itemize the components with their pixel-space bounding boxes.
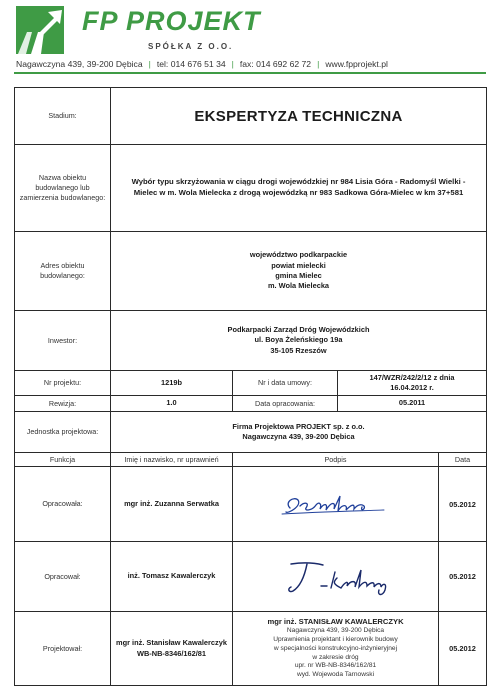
col-header-name: Imię i nazwisko, nr uprawnień — [111, 453, 233, 467]
design-unit-label: Jednostka projektowa: — [15, 412, 111, 453]
signature-cell — [233, 467, 439, 542]
company-name: FP PROJEKT — [82, 6, 261, 36]
person-role: Opracowała: — [15, 467, 111, 542]
person-name-line: mgr inż. Stanisław Kawalerczyk — [116, 638, 227, 648]
address-line: województwo podkarpackie — [249, 250, 348, 260]
person-license: WB-NB-8346/162/81 — [136, 648, 206, 658]
design-unit-value — [111, 412, 487, 453]
address-line: m. Wola Mielecka — [267, 281, 330, 291]
object-name-label: Nazwa obiektu budowlanego lub zamierzenia budowlanego: — [15, 145, 111, 232]
row-design-unit — [15, 412, 487, 453]
project-no-label: Nr projektu: — [15, 371, 111, 396]
row-address — [15, 232, 487, 311]
person-name: inż. Tomasz Kawalerczyk — [111, 542, 233, 612]
header-divider — [14, 72, 486, 74]
company-phone: tel: 014 676 51 34 — [156, 59, 226, 69]
revision-value: 1.0 — [111, 396, 233, 412]
person-date: 05.2012 — [439, 542, 487, 612]
person-date: 05.2012 — [439, 612, 487, 686]
row-person-1 — [15, 467, 487, 542]
investor-value — [111, 311, 487, 371]
professional-stamp — [233, 612, 439, 686]
row-investor — [15, 311, 487, 371]
investor-label: Inwestor: — [15, 311, 111, 371]
stadium-value: EKSPERTYZA TECHNICZNA — [111, 88, 487, 145]
stamp-line: Nagawczyna 439, 39-200 Dębica — [286, 627, 385, 635]
contract-date: 16.04.2012 r. — [390, 383, 434, 392]
company-fax: fax: 014 692 62 72 — [239, 59, 312, 69]
stamp-line: w zakresie dróg — [312, 653, 359, 661]
stamp-line: w specjalności konstrukcyjno-inżynieryjnej — [273, 644, 398, 652]
contract-value — [338, 371, 487, 396]
date-prepared-label: Data opracowania: — [233, 396, 338, 412]
title-sheet-table — [14, 87, 487, 686]
person-role: Opracował: — [15, 542, 111, 612]
handwritten-signature — [271, 556, 401, 598]
signature-cell — [233, 542, 439, 612]
stamp-line: upr. nr WB-NB-8346/162/81 — [294, 662, 377, 670]
col-header-signature: Podpis — [233, 453, 439, 467]
title-sheet — [14, 87, 486, 685]
contract-label: Nr i data umowy: — [233, 371, 338, 396]
investor-line: Podkarpacki Zarząd Dróg Wojewódzkich — [227, 324, 370, 334]
design-unit-line: Nagawczyna 439, 39-200 Dębica — [242, 432, 355, 441]
row-revision — [15, 396, 487, 412]
col-header-function: Funkcja — [15, 453, 111, 467]
object-name-value: Wybór typu skrzyżowania w ciągu drogi wojewódzkiej nr 984 Lisia Góra - Radomyśl Wielki - Mielec w m. Wola Mielecka z drogą wojewódzką nr 983 Sadkowa Góra-Mielec w km 37+581 — [111, 145, 487, 232]
contract-number: 147/WZR/242/2/12 z dnia — [369, 372, 455, 382]
address-value — [111, 232, 487, 311]
col-header-date: Data — [439, 453, 487, 467]
investor-line: 35-105 Rzeszów — [270, 345, 327, 355]
address-label: Adres obiektu budowlanego: — [15, 232, 111, 311]
stamp-name: mgr inż. STANISŁAW KAWALERCZYK — [267, 617, 404, 627]
project-no-value: 1219b — [111, 371, 233, 396]
company-website: www.fpprojekt.pl — [325, 59, 388, 69]
revision-label: Rewizja: — [15, 396, 111, 412]
person-name — [111, 612, 233, 686]
company-logo — [16, 6, 64, 54]
person-role: Projektował: — [15, 612, 111, 686]
row-person-3 — [15, 612, 487, 686]
company-address: Nagawczyna 439, 39-200 Dębica — [16, 59, 143, 69]
contact-line: Nagawczyna 439, 39-200 Dębica | tel: 014 676 51 34 | fax: 014 692 62 72 | www.fpprojekt.pl — [16, 59, 388, 69]
logo-arrow-icon — [16, 6, 64, 54]
company-subtitle: SPÓŁKA Z O.O. — [148, 42, 234, 51]
row-column-headers — [15, 453, 487, 467]
row-object-name — [15, 145, 487, 232]
stamp-line: wyd. Wojewoda Tarnowski — [296, 670, 375, 678]
investor-line: ul. Boya Żeleńskiego 19a — [254, 335, 343, 345]
stamp-line: Uprawnienia projektant i kierownik budowy — [273, 636, 398, 644]
row-project-no — [15, 371, 487, 396]
row-person-2 — [15, 542, 487, 612]
person-name: mgr inż. Zuzanna Serwatka — [111, 467, 233, 542]
person-date: 05.2012 — [439, 467, 487, 542]
handwritten-signature — [276, 484, 396, 524]
design-unit-line: Firma Projektowa PROJEKT sp. z o.o. — [232, 421, 365, 431]
address-line: powiat mielecki — [271, 260, 326, 270]
stadium-label: Stadium: — [15, 88, 111, 145]
date-prepared-value: 05.2011 — [338, 396, 487, 412]
row-stadium — [15, 88, 487, 145]
address-line: gmina Mielec — [275, 271, 322, 280]
